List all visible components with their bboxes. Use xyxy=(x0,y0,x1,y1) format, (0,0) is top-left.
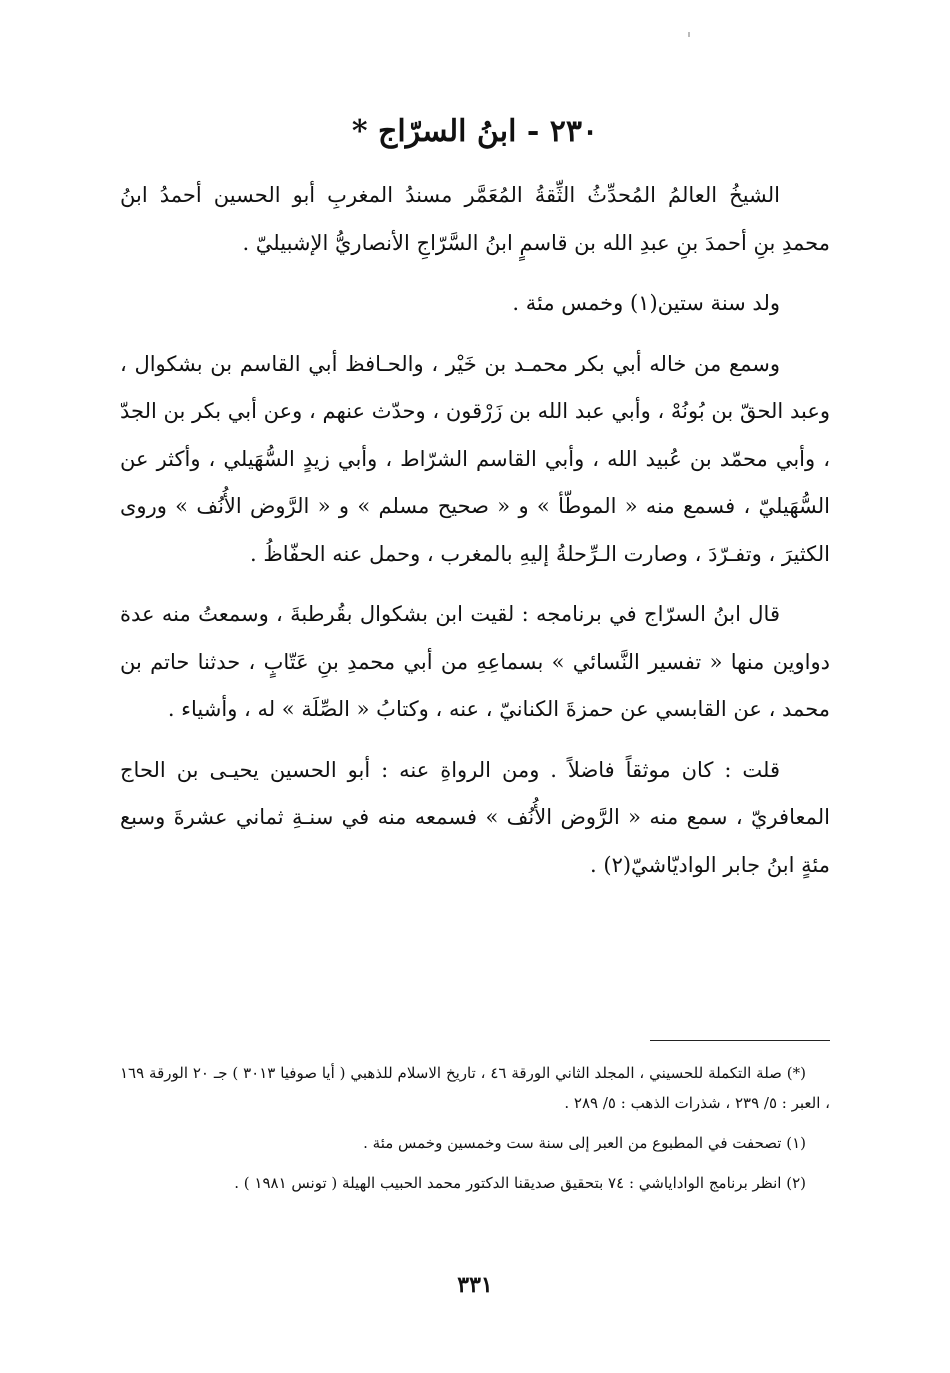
footnote-1: (١) تصحفت في المطبوع من العبر إلى سنة ست وخمسين وخمس مئة . xyxy=(363,1134,806,1152)
paragraph-assessment: قلت : كان موثقاً فاضلاً . ومن الرواةِ عنه : أبو الحسين يحيـى بن الحاج المعافريّ ، سمع منه « الرَّوض الأُنُف » فسمعه منه في سنـةِ ثماني عشرةَ وسبع مئةٍ ابنُ جابر الواديّاشيّ(٢) . xyxy=(120,757,830,877)
footnotes xyxy=(120,1058,830,1208)
footnote-2: (٢) انظر برنامج الواداياشي : ٧٤ بتحقيق صديقنا الدكتور محمد الحبيب الهيلة ( تونس ١٩٨١ ) . xyxy=(234,1174,806,1192)
page-number: ٣٣١ xyxy=(457,1272,493,1298)
entry-title: ٢٣٠ - ابنُ السرّاج * xyxy=(351,114,599,149)
footnote-sources: (*) صلة التكملة للحسيني ، المجلد الثاني الورقة ٤٦ ، تاريخ الاسلام للذهبي ( أيا صوفيا ٣٠١٣ ) جـ ٢٠ الورقة ١٦٩ ، العبر : ٥/ ٢٣٩ ، شذرات الذهب : ٥/ ٢٨٩ . xyxy=(120,1064,830,1112)
paragraph-teachers: وسمع من خاله أبي بكر محمـد بن خَيْر ، والحـافظ أبي القاسم بن بشكوال ، وعبد الحقّ بن بُونُهْ ، وأبي عبد الله بن زَرْقون ، وحدّث عنهم ، وعن أبي بكر بن الجدّ ، وأبي محمّد بن عُبيد الله ، وأبي القاسم الشرّاط ، وأبي زيدٍ السُّهَيلي ، وأكثر عن السُّهَيليّ ، فسمع منه « الموطّأ » و « صحيح مسلم » و « الرَّوض الأُنُف » وروى الكثيرَ ، وتفـرّدَ ، وصارت الـرِّحلةُ إليهِ بالمغرب ، وحمل عنه الحفّاظُ . xyxy=(120,351,830,566)
scan-speck xyxy=(688,32,690,37)
paragraph-birth: ولد سنة ستين(١) وخمس مئة . xyxy=(512,291,780,315)
paragraph-name: الشيخُ العالمُ المُحدِّثُ الثِّقةُ المُعَمَّر مسندُ المغربِ أبو الحسين أحمدُ ابنُ محمدِ بنِ أحمدَ بنِ عبدِ الله بن قاسمٍ ابنُ السَّرّاجِ الأنصاريُّ الإشبيليّ . xyxy=(120,183,830,255)
paragraph-program: قال ابنُ السرّاج في برنامجه : لقيت ابن بشكوال بقُرطبةَ ، وسمعتُ منه عدة دواوين منها « تفسير النَّسائي » بسماعِهِ من أبي محمدِ بنِ عَتّابٍ ، حدثنا حاتم بن محمد ، عن القابسي عن حمزةَ الكنانيّ ، عنه ، وكتابُ « الصِّلَة » له ، وأشياء . xyxy=(120,602,830,721)
main-text xyxy=(120,172,830,902)
footnote-separator xyxy=(650,1040,830,1041)
